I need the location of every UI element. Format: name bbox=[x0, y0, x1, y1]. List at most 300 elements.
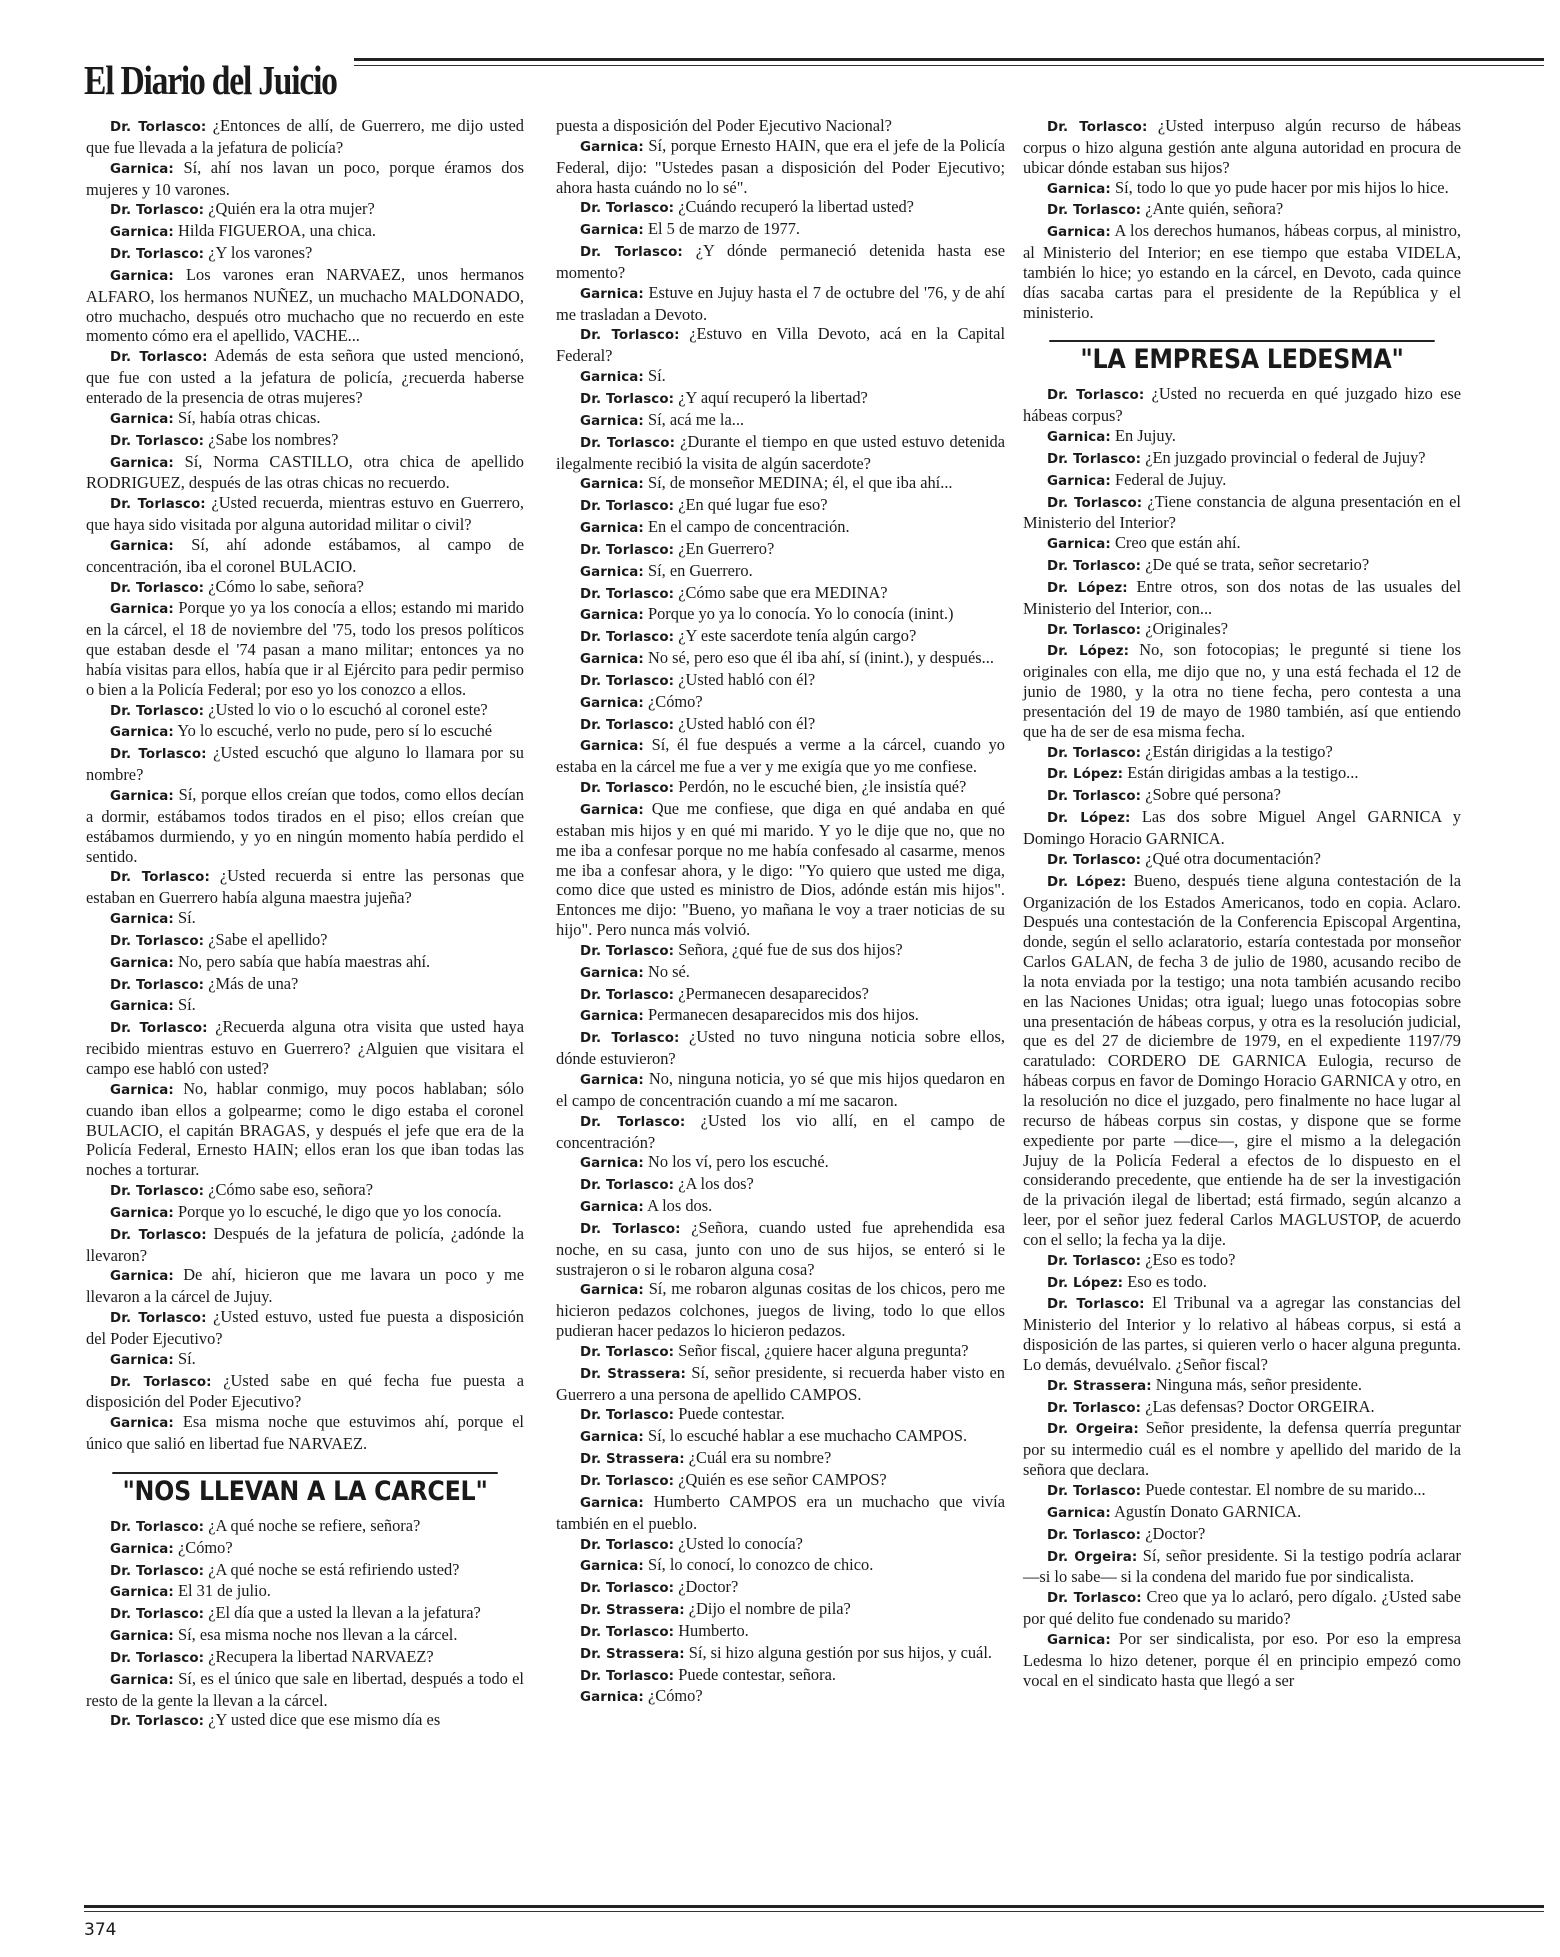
dialogue-text: Sí, ahí adonde estábamos, al campo de concentración, iba el coronel BULACIO. bbox=[86, 534, 524, 576]
speaker-label: Garnica: bbox=[110, 999, 174, 1015]
speaker-label: Dr. Torlasco: bbox=[110, 1519, 205, 1535]
dialogue-text: Estuve en Jujuy hasta el 7 de octubre del '76, y de ahí me trasladan a Devoto. bbox=[556, 282, 1005, 324]
speaker-label: Garnica: bbox=[1047, 473, 1111, 489]
dialogue-paragraph bbox=[556, 561, 1005, 583]
dialogue-text: Sí, porque ellos creían que todos, como ellos decían a dormir, estábamos todos tirados en el piso; ellos creían que estábamos durmiendo, y yo en ningún momento había perdido el sentido. bbox=[86, 785, 524, 866]
dialogue-text: Señor presidente, la defensa querría preguntar por su intermedio cuál es el nombre y apellido del marido de la señora que declara. bbox=[1023, 1418, 1461, 1480]
speaker-label: Dr. Torlasco: bbox=[580, 717, 675, 733]
dialogue-text: ¿A qué noche se está refiriendo usted? bbox=[208, 1559, 460, 1579]
dialogue-text: En Jujuy. bbox=[1115, 425, 1176, 445]
dialogue-paragraph bbox=[86, 1647, 524, 1669]
dialogue-text: Sí, de monseñor MEDINA; él, el que iba ahí... bbox=[648, 473, 953, 493]
dialogue-paragraph bbox=[86, 1180, 524, 1202]
dialogue-text: No, pero sabía que había maestras ahí. bbox=[178, 951, 431, 971]
speaker-label: Dr. Torlasco: bbox=[110, 1184, 205, 1200]
dialogue-text: Porque yo lo escuché, le digo que yo los conocía. bbox=[178, 1201, 502, 1221]
footer-rule bbox=[84, 1905, 1544, 1908]
dialogue-paragraph bbox=[556, 366, 1005, 388]
speaker-label: Dr. Torlasco: bbox=[110, 703, 205, 719]
dialogue-text: ¿Sabe los nombres? bbox=[208, 429, 339, 449]
dialogue-paragraph bbox=[86, 995, 524, 1017]
dialogue-paragraph bbox=[86, 952, 524, 974]
speaker-label: Dr. Torlasco: bbox=[580, 435, 676, 451]
dialogue-paragraph bbox=[86, 346, 524, 408]
dialogue-text: Sí, lo conocí, lo conozco de chico. bbox=[648, 1555, 874, 1575]
speaker-label: Dr. Torlasco: bbox=[110, 1650, 205, 1666]
speaker-label: Garnica: bbox=[110, 161, 174, 177]
dialogue-paragraph bbox=[1023, 555, 1461, 577]
speaker-label: Garnica: bbox=[580, 965, 644, 981]
dialogue-text: ¿Tiene constancia de alguna presentación en el Ministerio del Interior? bbox=[1023, 491, 1461, 533]
dialogue-paragraph bbox=[1023, 116, 1461, 178]
speaker-label: Dr. Torlasco: bbox=[580, 542, 675, 558]
speaker-label: Garnica: bbox=[580, 1283, 644, 1299]
dialogue-paragraph bbox=[86, 408, 524, 430]
dialogue-text: Porque yo ya lo conocía. Yo lo conocía (inint.) bbox=[648, 604, 954, 624]
dialogue-text: Sí, él fue después a verme a la cárcel, cuando yo estaba en la cárcel me fue a ver y me exigía que yo me confiese. bbox=[556, 735, 1005, 777]
dialogue-text: ¿Usted no recuerda en qué juzgado hizo ese hábeas corpus? bbox=[1023, 384, 1461, 426]
dialogue-text: No sé. bbox=[648, 961, 690, 981]
speaker-label: Garnica: bbox=[580, 608, 644, 624]
section-heading: "LA EMPRESA LEDESMA" bbox=[1049, 340, 1434, 370]
dialogue-paragraph bbox=[1023, 1272, 1461, 1294]
dialogue-paragraph bbox=[556, 388, 1005, 410]
masthead-rule-thin bbox=[354, 65, 1544, 66]
dialogue-paragraph bbox=[1023, 1250, 1461, 1272]
speaker-label: Dr. Torlasco: bbox=[110, 580, 205, 596]
speaker-label: Dr. López: bbox=[1047, 644, 1130, 660]
dialogue-text: ¿Usted habló con él? bbox=[678, 669, 816, 689]
dialogue-text: ¿Doctor? bbox=[1145, 1523, 1206, 1543]
dialogue-paragraph bbox=[556, 1027, 1005, 1069]
dialogue-paragraph bbox=[1023, 1375, 1461, 1397]
dialogue-text: Las dos sobre Miguel Angel GARNICA y Domingo Horacio GARNICA. bbox=[1023, 807, 1462, 848]
dialogue-paragraph bbox=[86, 243, 524, 265]
dialogue-paragraph bbox=[556, 1111, 1005, 1153]
dialogue-paragraph bbox=[556, 1218, 1005, 1280]
speaker-label: Garnica: bbox=[580, 739, 644, 755]
dialogue-paragraph bbox=[556, 410, 1005, 432]
dialogue-text: ¿Cómo? bbox=[178, 1537, 233, 1557]
dialogue-text: ¿Recupera la libertad NARVAEZ? bbox=[208, 1646, 434, 1666]
dialogue-paragraph bbox=[86, 908, 524, 930]
speaker-label: Dr. Torlasco: bbox=[580, 630, 675, 646]
dialogue-paragraph bbox=[556, 116, 1005, 136]
dialogue-text: Sí, señor presidente, si recuerda haber visto en Guerrero a una persona de apellido CAMPOS. bbox=[556, 1362, 1005, 1404]
speaker-label: Garnica: bbox=[110, 1541, 174, 1557]
dialogue-text: Sí, me robaron algunas cositas de los chicos, pero me hicieron pedazos colchones, juegos de living, todo lo que ellos pudieran hacer pedazos lo hicieron pedazos. bbox=[556, 1279, 1005, 1341]
dialogue-paragraph bbox=[86, 535, 524, 577]
speaker-label: Garnica: bbox=[110, 912, 174, 928]
dialogue-text: No los ví, pero los escuché. bbox=[648, 1152, 829, 1172]
dialogue-text: Porque yo ya los conocía a ellos; estando mi marido en la cárcel, el 18 de noviembre del '75, todo los presos políticos que estaban desde el '74 pasan a mano militar; entonces ya no había visitas para ellos, había que ir al Ejército para pedir permiso o bien a la Policía Federal; por eso yo los conozco a ellos. bbox=[86, 598, 524, 699]
speaker-label: Garnica: bbox=[110, 789, 174, 804]
dialogue-paragraph bbox=[86, 930, 524, 952]
dialogue-text: Los varones eran NARVAEZ, unos hermanos ALFARO, los hermanos NUÑEZ, un muchacho MALDONADO, otro muchacho, después otro muchacho que no recuerdo en este momento cómo era el apellido, VACHE... bbox=[86, 264, 524, 346]
dialogue-paragraph bbox=[556, 1492, 1005, 1534]
speaker-label: Dr. Torlasco: bbox=[580, 1344, 675, 1360]
speaker-label: Garnica: bbox=[110, 225, 174, 241]
dialogue-text: ¿Quién es ese señor CAMPOS? bbox=[678, 1470, 887, 1489]
dialogue-text: En el campo de concentración. bbox=[648, 517, 850, 537]
dialogue-text: Sí, en Guerrero. bbox=[648, 560, 753, 580]
dialogue-paragraph bbox=[556, 962, 1005, 984]
dialogue-paragraph bbox=[556, 1426, 1005, 1448]
dialogue-paragraph bbox=[556, 1555, 1005, 1577]
dialogue-paragraph bbox=[556, 495, 1005, 517]
speaker-label: Garnica: bbox=[1047, 429, 1111, 445]
speaker-label: Dr. Torlasco: bbox=[110, 977, 205, 993]
speaker-label: Dr. López: bbox=[1047, 1275, 1124, 1291]
text-column-1 bbox=[86, 116, 524, 1732]
dialogue-paragraph bbox=[86, 721, 524, 743]
speaker-label: Dr. Torlasco: bbox=[580, 245, 683, 261]
dialogue-text: ¿Dijo el nombre de pila? bbox=[688, 1599, 851, 1619]
speaker-label: Dr. Torlasco: bbox=[580, 1178, 675, 1194]
dialogue-text: ¿Usted interpuso algún recurso de hábeas corpus o hizo alguna gestión ante alguna autoridad en procura de ubicar dónde estaban sus hijos? bbox=[1023, 116, 1462, 177]
dialogue-paragraph bbox=[1023, 448, 1461, 470]
dialogue-text: ¿Cómo lo sabe, señora? bbox=[208, 576, 364, 596]
dialogue-text: ¿Usted habló con él? bbox=[678, 713, 816, 733]
dialogue-paragraph bbox=[556, 940, 1005, 962]
speaker-label: Garnica: bbox=[580, 370, 644, 386]
dialogue-paragraph bbox=[86, 265, 524, 346]
dialogue-text: Sí, Norma CASTILLO, otra chica de apellido RODRIGUEZ, después de las otras chicas no recuerdo. bbox=[86, 451, 524, 493]
dialogue-text: Creo que ya lo aclaró, pero dígalo. ¿Usted sabe por qué delito fue condenado su marido? bbox=[1023, 1587, 1461, 1629]
dialogue-text: Sí, porque Ernesto HAIN, que era el jefe de la Policía Federal, dijo: "Ustedes pasan a disposición del Poder Ejecutivo; ahora hasta cuándo no lo sé". bbox=[556, 135, 1005, 197]
speaker-label: Garnica: bbox=[580, 223, 644, 239]
dialogue-paragraph bbox=[556, 1534, 1005, 1556]
speaker-label: Dr. Torlasco: bbox=[1047, 120, 1148, 135]
speaker-label: Dr. Torlasco: bbox=[110, 1714, 205, 1730]
dialogue-text: ¿Eso es todo? bbox=[1145, 1249, 1236, 1269]
speaker-label: Garnica: bbox=[580, 1690, 644, 1706]
speaker-label: Garnica: bbox=[110, 955, 174, 971]
dialogue-text: ¿En juzgado provincial o federal de Jujuy? bbox=[1145, 447, 1426, 467]
dialogue-text: ¿Entonces de allí, de Guerrero, me dijo usted que fue llevada a la jefatura de policía? bbox=[86, 116, 524, 157]
speaker-label: Garnica: bbox=[110, 411, 174, 427]
dialogue-text: Sí, acá me la... bbox=[648, 409, 745, 429]
dialogue-paragraph bbox=[1023, 1524, 1461, 1546]
dialogue-paragraph bbox=[1023, 807, 1461, 849]
speaker-label: Dr. Torlasco: bbox=[110, 433, 205, 449]
speaker-label: Dr. Torlasco: bbox=[580, 1537, 675, 1553]
speaker-label: Dr. Torlasco: bbox=[110, 1227, 207, 1243]
dialogue-text: Que me confiese, que diga en qué andaba en qué estaban mis hijos y en qué mi marido. Y yo le dije que no, que no me iba a confesar porque no me había confesado al casarme, menos me iba a confesar ahora, y le digo: "Yo quiero que usted me diga, como dice que usted es ministro de Dios, adónde están mis hijos". Entonces me dijo: "Bueno, yo mañana le voy a traer noticias de su hijo". Pero nunca más volvió. bbox=[556, 799, 1005, 940]
dialogue-text: ¿Cuál era su nombre? bbox=[688, 1448, 832, 1468]
dialogue-paragraph bbox=[1023, 384, 1461, 426]
speaker-label: Dr. Torlasco: bbox=[1047, 1253, 1142, 1269]
dialogue-text: Ninguna más, señor presidente. bbox=[1155, 1374, 1362, 1394]
dialogue-paragraph bbox=[1023, 492, 1461, 534]
dialogue-paragraph bbox=[86, 1516, 524, 1538]
speaker-label: Garnica: bbox=[580, 139, 644, 155]
speaker-label: Dr. Torlasco: bbox=[1047, 559, 1142, 575]
dialogue-paragraph bbox=[556, 1069, 1005, 1111]
speaker-label: Dr. Torlasco: bbox=[110, 933, 205, 949]
speaker-label: Dr. Torlasco: bbox=[580, 1624, 675, 1640]
masthead bbox=[84, 52, 1544, 112]
dialogue-paragraph bbox=[86, 1265, 524, 1307]
dialogue-text: Están dirigidas ambas a la testigo... bbox=[1127, 763, 1359, 783]
dialogue-text: Sí. bbox=[178, 1348, 196, 1368]
dialogue-text: ¿Usted lo conocía? bbox=[678, 1533, 803, 1553]
dialogue-paragraph bbox=[556, 136, 1005, 198]
dialogue-text: ¿Y usted dice que ese mismo día es bbox=[208, 1710, 441, 1730]
dialogue-paragraph bbox=[86, 1625, 524, 1647]
dialogue-text: ¿Recuerda alguna otra visita que usted haya recibido mientras estuvo en Guerrero? ¿Alguien que visitara el campo ese habló con usted? bbox=[86, 1017, 524, 1078]
dialogue-text: ¿Estuvo en Villa Devoto, acá en la Capital Federal? bbox=[556, 324, 1005, 366]
speaker-label: Dr. Torlasco: bbox=[1047, 1484, 1142, 1499]
speaker-label: Dr. Torlasco: bbox=[580, 201, 675, 217]
speaker-label: Garnica: bbox=[580, 1009, 644, 1025]
dialogue-paragraph bbox=[556, 648, 1005, 670]
dialogue-text: ¿El día que a usted la llevan a la jefatura? bbox=[208, 1603, 481, 1623]
dialogue-paragraph bbox=[86, 158, 524, 200]
speaker-label: Dr. Torlasco: bbox=[1047, 203, 1142, 219]
dialogue-text: Sí, todo lo que yo pude hacer por mis hijos lo hice. bbox=[1115, 177, 1449, 197]
dialogue-text: ¿Y este sacerdote tenía algún cargo? bbox=[678, 626, 917, 646]
speaker-label: Dr. Torlasco: bbox=[1047, 789, 1142, 805]
dialogue-paragraph bbox=[1023, 619, 1461, 641]
speaker-label: Dr. Torlasco: bbox=[110, 1607, 205, 1623]
dialogue-text: ¿Usted sabe en qué fecha fue puesta a disposición del Poder Ejecutivo? bbox=[86, 1370, 525, 1412]
dialogue-paragraph bbox=[556, 1665, 1005, 1687]
dialogue-paragraph bbox=[556, 583, 1005, 605]
dialogue-text: No, hablar conmigo, muy pocos hablaban; sólo cuando iban ellos a golpearme; como le digo estaba el coronel BULACIO, el capitán BRAGAS, y después el jefe que era de la Policía Federal, Ernesto HAIN; ellos eran los que iban todas las noches a torturar. bbox=[86, 1078, 524, 1180]
dialogue-text: No sé, pero eso que él iba ahí, sí (inint.), y después... bbox=[648, 648, 994, 668]
dialogue-paragraph bbox=[86, 1349, 524, 1371]
speaker-label: Dr. Torlasco: bbox=[1047, 1400, 1142, 1416]
dialogue-text: No, son fotocopias; le pregunté si tiene los originales con ella, me dijo que no, y una está fechada el 12 de junio de 1980, y la otra no tiene fecha, pero contesta a una presentación del 19 de mayo de 1980 también, así que entiendo que ha de ser de esa misma fecha. bbox=[1023, 640, 1461, 741]
dialogue-text: Humberto. bbox=[678, 1620, 749, 1640]
dialogue-text: Señor fiscal, ¿quiere hacer alguna pregunta? bbox=[678, 1340, 969, 1360]
dialogue-text: No, ninguna noticia, yo sé que mis hijos quedaron en el campo de concentración cuando a mí me sacaron. bbox=[556, 1068, 1005, 1110]
dialogue-paragraph bbox=[1023, 1546, 1461, 1588]
dialogue-paragraph bbox=[556, 1279, 1005, 1341]
dialogue-paragraph bbox=[556, 473, 1005, 495]
speaker-label: Dr. Torlasco: bbox=[1047, 745, 1142, 761]
dialogue-text: ¿Ante quién, señora? bbox=[1145, 199, 1284, 219]
dialogue-paragraph bbox=[86, 598, 524, 699]
dialogue-text: ¿Están dirigidas a la testigo? bbox=[1145, 741, 1333, 761]
dialogue-text: puesta a disposición del Poder Ejecutivo Nacional? bbox=[556, 116, 892, 135]
speaker-label: Garnica: bbox=[580, 1072, 644, 1088]
dialogue-text: Esa misma noche que estuvimos ahí, porque el único que salió en libertad fue NARVAEZ. bbox=[86, 1412, 524, 1454]
dialogue-paragraph bbox=[1023, 1629, 1461, 1691]
dialogue-paragraph bbox=[556, 432, 1005, 474]
dialogue-text: Puede contestar, señora. bbox=[678, 1664, 836, 1684]
speaker-label: Dr. Torlasco: bbox=[1047, 622, 1142, 638]
dialogue-paragraph bbox=[86, 1079, 524, 1180]
speaker-label: Garnica: bbox=[1047, 1505, 1111, 1521]
dialogue-text: ¿En qué lugar fue eso? bbox=[678, 495, 828, 515]
dialogue-paragraph bbox=[556, 1341, 1005, 1363]
dialogue-paragraph bbox=[556, 604, 1005, 626]
dialogue-paragraph bbox=[1023, 785, 1461, 807]
speaker-label: Dr. Torlasco: bbox=[580, 328, 680, 344]
speaker-label: Garnica: bbox=[580, 521, 644, 537]
dialogue-paragraph bbox=[556, 1174, 1005, 1196]
dialogue-text: ¿Usted estuvo, usted fue puesta a disposición del Poder Ejecutivo? bbox=[86, 1307, 524, 1348]
speaker-label: Garnica: bbox=[580, 803, 644, 818]
dialogue-text: ¿En Guerrero? bbox=[678, 538, 775, 558]
speaker-label: Garnica: bbox=[580, 1200, 644, 1216]
speaker-label: Dr. López: bbox=[1047, 580, 1128, 596]
dialogue-text: Yo lo escuché, verlo no pude, pero sí lo escuché bbox=[177, 721, 493, 741]
speaker-label: Garnica: bbox=[580, 1430, 644, 1446]
speaker-label: Garnica: bbox=[580, 1495, 644, 1511]
speaker-label: Dr. Torlasco: bbox=[580, 987, 675, 1003]
dialogue-text: Sí, ahí nos lavan un poco, porque éramos dos mujeres y 10 varones. bbox=[86, 157, 524, 199]
dialogue-text: Sí, lo escuché hablar a ese muchacho CAMPOS. bbox=[648, 1426, 968, 1446]
dialogue-text: ¿Quién era la otra mujer? bbox=[208, 199, 375, 219]
dialogue-paragraph bbox=[1023, 1502, 1461, 1524]
dialogue-paragraph bbox=[1023, 533, 1461, 555]
dialogue-text: Eso es todo. bbox=[1127, 1271, 1207, 1291]
speaker-label: Dr. Torlasco: bbox=[110, 1563, 205, 1579]
dialogue-text: Sí, es el único que sale en libertad, después a todo el resto de la gente la llevan a la cárcel. bbox=[86, 1668, 524, 1710]
dialogue-paragraph bbox=[86, 1710, 524, 1732]
speaker-label: Dr. López: bbox=[1047, 811, 1131, 827]
speaker-label: Dr. Torlasco: bbox=[110, 747, 207, 763]
text-column-2 bbox=[556, 116, 1005, 1708]
dialogue-paragraph bbox=[556, 1363, 1005, 1405]
dialogue-paragraph bbox=[556, 517, 1005, 539]
speaker-label: Dr. Strassera: bbox=[580, 1452, 685, 1468]
speaker-label: Dr. Strassera: bbox=[580, 1603, 685, 1619]
dialogue-paragraph bbox=[86, 577, 524, 599]
speaker-label: Garnica: bbox=[110, 602, 174, 618]
dialogue-paragraph bbox=[86, 430, 524, 452]
dialogue-text: Bueno, después tiene alguna contestación de la Organización de los Estados Americanos, todo en copia. Aclaro. Después una contestación de la Conferencia Episcopal Argentina, donde, según el sello aclaratorio, estaría contestada por monseñor Carlos GALAN, de fecha 3 de julio de 1980, acusando recibo de la nota enviada por la testigo; una nota también acusando recibo en las Naciones Unidas; otra igual; luego unas fotocopias sobre una presentación de hábeas corpus, y otra es la resolución judicial, que es del 27 de diciembre de 1979, en el expediente 1197/79 caratulado: CORDERO DE GARNICA Eulogia, recurso de hábeas corpus en favor de Domingo Horacio GARNICA y otro, en la resolución no dice el juzgado, pero finalmente no hace lugar al recurso de hábeas corpus sin costas, y dispone que se forme expediente por parte —dice—, gire el mismo a la delegación Jujuy de la Policía Federal a efectos de lo dispuesto en el considerando precedente, que entiende ha de ser la investigación de la privación ilegal de libertad; está firmado, según alcanzo a leer, por el señor juez federal Carlos MAGLUSTOP, de acuerdo con el sello; la fecha ya la dije. bbox=[1023, 870, 1461, 1249]
dialogue-paragraph bbox=[556, 1404, 1005, 1426]
speaker-label: Garnica: bbox=[110, 1352, 174, 1368]
speaker-label: Dr. Torlasco: bbox=[1047, 388, 1145, 404]
dialogue-text: ¿Cómo sabe que era MEDINA? bbox=[678, 582, 888, 602]
dialogue-text: ¿Durante el tiempo en que usted estuvo detenida ilegalmente recibió la visita de algún sacerdote? bbox=[556, 431, 1005, 473]
dialogue-paragraph bbox=[86, 1669, 524, 1711]
speaker-label: Garnica: bbox=[110, 1672, 174, 1688]
dialogue-paragraph bbox=[86, 1560, 524, 1582]
speaker-label: Garnica: bbox=[110, 1269, 174, 1285]
dialogue-paragraph bbox=[556, 1448, 1005, 1470]
dialogue-text: A los dos. bbox=[647, 1196, 713, 1216]
dialogue-paragraph bbox=[556, 283, 1005, 325]
dialogue-text: De ahí, hicieron que me lavara un poco y me llevaron a la cárcel de Jujuy. bbox=[86, 1265, 524, 1307]
dialogue-text: Señora, ¿qué fue de sus dos hijos? bbox=[678, 939, 903, 959]
speaker-label: Dr. Torlasco: bbox=[580, 1474, 675, 1489]
speaker-label: Garnica: bbox=[110, 455, 174, 471]
speaker-label: Dr. López: bbox=[1047, 767, 1124, 783]
dialogue-paragraph bbox=[556, 714, 1005, 736]
dialogue-text: Sí. bbox=[648, 366, 666, 386]
dialogue-paragraph bbox=[86, 743, 524, 785]
dialogue-text: ¿Permanecen desaparecidos? bbox=[678, 983, 869, 1003]
speaker-label: Garnica: bbox=[110, 1205, 174, 1221]
dialogue-paragraph bbox=[1023, 470, 1461, 492]
dialogue-paragraph bbox=[556, 1196, 1005, 1218]
dialogue-paragraph bbox=[556, 197, 1005, 219]
dialogue-text: ¿Sabe el apellido? bbox=[208, 929, 328, 949]
speaker-label: Dr. Torlasco: bbox=[580, 1408, 675, 1424]
dialogue-paragraph bbox=[1023, 178, 1461, 200]
dialogue-text: ¿Qué otra documentación? bbox=[1145, 848, 1321, 868]
dialogue-text: ¿Originales? bbox=[1145, 618, 1229, 638]
dialogue-paragraph bbox=[1023, 1293, 1461, 1374]
dialogue-paragraph bbox=[86, 1307, 524, 1349]
dialogue-paragraph bbox=[86, 1538, 524, 1560]
speaker-label: Garnica: bbox=[580, 564, 644, 580]
section-heading: "NOS LLEVAN A LA CARCEL" bbox=[112, 1472, 497, 1502]
dialogue-paragraph bbox=[556, 1152, 1005, 1174]
dialogue-text: Federal de Jujuy. bbox=[1115, 469, 1227, 489]
dialogue-paragraph bbox=[556, 984, 1005, 1006]
dialogue-paragraph bbox=[86, 1603, 524, 1625]
dialogue-paragraph bbox=[556, 539, 1005, 561]
dialogue-text: Permanecen desaparecidos mis dos hijos. bbox=[648, 1005, 919, 1025]
speaker-label: Garnica: bbox=[580, 477, 644, 493]
dialogue-text: ¿A qué noche se refiere, señora? bbox=[208, 1515, 421, 1535]
dialogue-text: ¿Usted escuchó que alguno lo llamara por su nombre? bbox=[86, 743, 525, 785]
speaker-label: Garnica: bbox=[1047, 225, 1111, 241]
speaker-label: Dr. Torlasco: bbox=[110, 120, 207, 135]
dialogue-text: ¿Usted no tuvo ninguna noticia sobre ellos, dónde estuvieron? bbox=[556, 1027, 1005, 1069]
dialogue-paragraph bbox=[86, 785, 524, 866]
dialogue-text: Puede contestar. bbox=[678, 1404, 785, 1424]
dialogue-text: ¿Usted los vio allí, en el campo de concentración? bbox=[556, 1110, 1005, 1152]
dialogue-text: ¿Doctor? bbox=[678, 1577, 739, 1597]
dialogue-text: ¿Cómo? bbox=[648, 691, 703, 711]
dialogue-paragraph bbox=[86, 1412, 524, 1454]
dialogue-text: ¿De qué se trata, señor secretario? bbox=[1145, 555, 1370, 575]
dialogue-text: El 31 de julio. bbox=[178, 1581, 271, 1601]
dialogue-text: Humberto CAMPOS era un muchacho que vivía también en el pueblo. bbox=[556, 1491, 1005, 1533]
dialogue-paragraph bbox=[1023, 1480, 1461, 1502]
dialogue-paragraph bbox=[556, 1643, 1005, 1665]
dialogue-text: Sí, esa misma noche nos llevan a la cárcel. bbox=[178, 1625, 458, 1645]
dialogue-paragraph bbox=[1023, 426, 1461, 448]
dialogue-paragraph bbox=[556, 1470, 1005, 1492]
dialogue-text: Sí. bbox=[178, 908, 196, 928]
dialogue-text: Perdón, no le escuché bien, ¿le insistía qué? bbox=[678, 777, 967, 797]
speaker-label: Dr. Torlasco: bbox=[110, 350, 208, 366]
dialogue-paragraph bbox=[86, 493, 524, 535]
masthead-rule bbox=[354, 58, 1544, 61]
footer-rule-thin bbox=[84, 1911, 1544, 1912]
text-column-3 bbox=[1023, 116, 1461, 1690]
publication-title: El Diario del Juicio bbox=[84, 57, 337, 103]
dialogue-paragraph bbox=[556, 692, 1005, 714]
dialogue-text: Hilda FIGUEROA, una chica. bbox=[178, 221, 377, 241]
dialogue-paragraph bbox=[86, 199, 524, 221]
dialogue-text: Además de esta señora que usted mencionó, que fue con usted a la jefatura de policía, ¿recuerda haberse enterado de la presencia de otras mujeres? bbox=[86, 346, 524, 407]
speaker-label: Garnica: bbox=[110, 268, 174, 284]
dialogue-text: ¿Usted lo vio o lo escuchó al coronel este? bbox=[208, 699, 488, 719]
dialogue-text: ¿Y los varones? bbox=[208, 243, 313, 263]
speaker-label: Dr. Torlasco: bbox=[1047, 495, 1143, 511]
dialogue-paragraph bbox=[1023, 742, 1461, 764]
dialogue-paragraph bbox=[86, 1017, 524, 1079]
speaker-label: Dr. Torlasco: bbox=[110, 1311, 207, 1327]
speaker-label: Dr. Torlasco: bbox=[580, 391, 675, 407]
dialogue-paragraph bbox=[1023, 221, 1461, 322]
speaker-label: Garnica: bbox=[1047, 181, 1111, 197]
speaker-label: Dr. Strassera: bbox=[580, 1646, 685, 1662]
dialogue-text: ¿Usted recuerda, mientras estuvo en Guerrero, que haya sido visitada por alguna autoridad militar o civil? bbox=[86, 493, 524, 535]
dialogue-text: Por ser sindicalista, por eso. Por eso la empresa Ledesma lo hizo detener, porque él en principio empezó como vocal en el sindicato hasta que llegó a ser bbox=[1023, 1628, 1461, 1690]
dialogue-text: ¿Cómo sabe eso, señora? bbox=[208, 1180, 373, 1200]
